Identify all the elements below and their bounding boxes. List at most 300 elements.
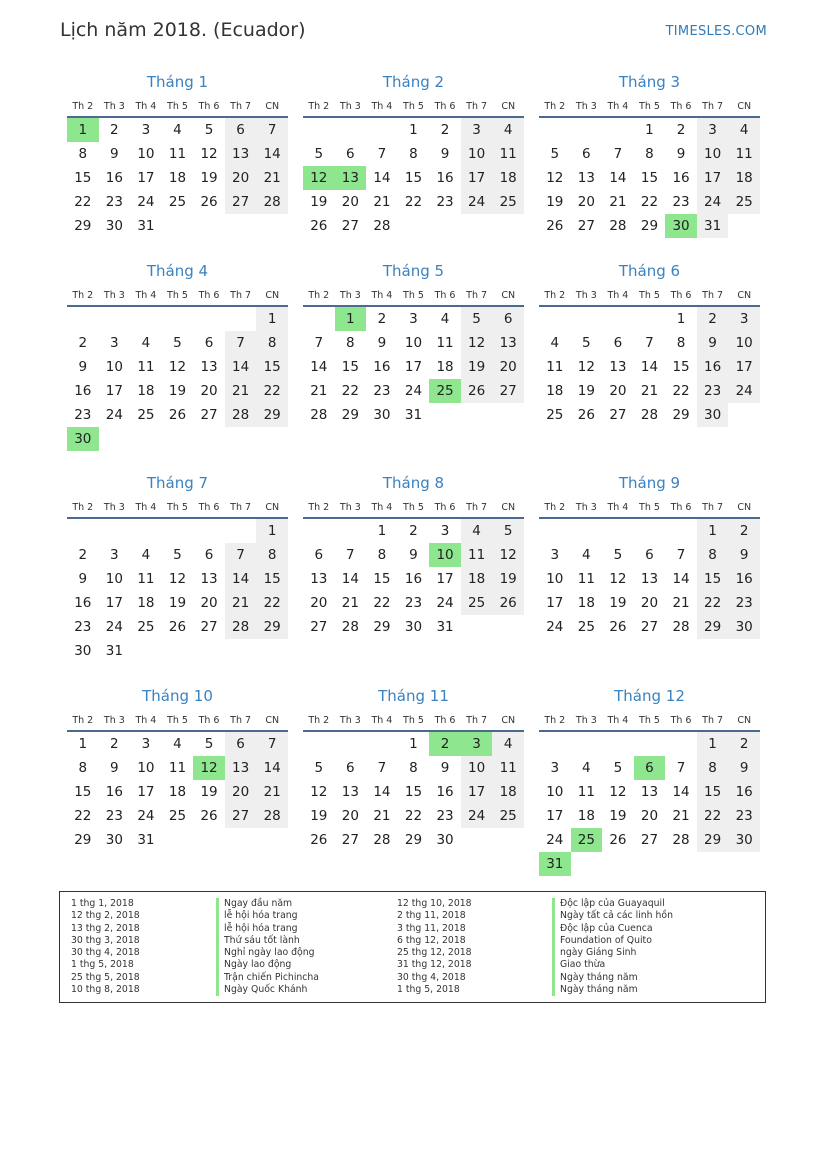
day-cell: 29 [74, 832, 92, 848]
day-cell: 22 [697, 804, 729, 828]
empty-cell [162, 306, 194, 331]
day-cell: 27 [640, 832, 659, 848]
day-cell: 23 [436, 808, 454, 824]
empty-cell [130, 427, 162, 451]
day-cell: 27 [310, 619, 328, 635]
day-cell: 30 [67, 427, 99, 451]
empty-cell [225, 828, 257, 852]
weekday-header: Th 6 [429, 497, 461, 518]
day-cell: 28 [672, 832, 690, 848]
day-cell: 30 [105, 218, 123, 234]
day-cell: 20 [577, 194, 595, 210]
day-cell: 22 [74, 808, 92, 824]
day-cell: 21 [373, 194, 391, 210]
day-cell: 4 [141, 335, 151, 351]
day-cell: 4 [141, 547, 151, 563]
day-cell: 9 [728, 543, 760, 567]
day-cell: 17 [697, 166, 729, 190]
holiday-date: 1 thg 5, 2018 [71, 959, 134, 971]
empty-cell [665, 852, 697, 876]
day-cell: 6 [346, 760, 355, 776]
day-cell: 26 [609, 832, 627, 848]
day-cell: 16 [74, 595, 92, 611]
holiday-name: Thứ sáu tốt lành [216, 935, 319, 947]
day-cell: 13 [225, 756, 257, 780]
page-title: Lịch năm 2018. (Ecuador) [60, 19, 306, 41]
day-cell: 20 [200, 383, 218, 399]
day-cell: 8 [409, 760, 418, 776]
day-cell: 24 [105, 619, 123, 635]
day-cell: 13 [200, 571, 218, 587]
empty-cell [697, 852, 729, 876]
empty-cell [162, 214, 194, 238]
weekday-header: Th 3 [335, 497, 367, 518]
day-cell: 19 [609, 595, 627, 611]
empty-cell [225, 214, 257, 238]
day-cell: 9 [377, 335, 387, 351]
weekday-header: Th 4 [602, 497, 634, 518]
weekday-header: Th 2 [539, 710, 571, 731]
day-cell: 19 [577, 383, 595, 399]
holiday-date: 3 thg 11, 2018 [397, 922, 466, 934]
day-cell: 9 [110, 760, 119, 776]
empty-cell [539, 117, 571, 142]
weekday-header: Th 4 [602, 285, 634, 306]
day-cell: 15 [404, 170, 423, 186]
day-cell: 17 [404, 359, 423, 375]
day-cell: 26 [577, 407, 595, 423]
day-cell: 25 [168, 194, 187, 210]
day-cell: 6 [346, 146, 355, 162]
day-cell: 5 [314, 146, 324, 162]
empty-cell [571, 852, 603, 876]
weekday-header: Th 5 [162, 285, 194, 306]
day-cell: 7 [676, 760, 686, 776]
day-cell: 30 [373, 407, 391, 423]
holiday-dates-column [71, 898, 140, 996]
day-cell: 8 [78, 146, 88, 162]
day-cell: 14 [672, 784, 690, 800]
day-cell: 15 [697, 567, 729, 591]
day-cell: 12 [168, 571, 187, 587]
empty-cell [193, 828, 225, 852]
day-cell: 18 [546, 383, 564, 399]
day-cell: 9 [110, 146, 119, 162]
weekday-header: Th 4 [602, 710, 634, 731]
weekday-header: Th 6 [429, 96, 461, 117]
month-table [303, 96, 524, 238]
day-cell: 8 [409, 146, 418, 162]
day-cell: 8 [78, 760, 88, 776]
day-cell: 10 [137, 760, 155, 776]
month-block [303, 473, 524, 639]
day-cell: 29 [640, 218, 659, 234]
weekday-header: CN [256, 710, 288, 731]
day-cell: 30 [404, 619, 423, 635]
empty-cell [303, 731, 335, 756]
day-cell: 5 [173, 547, 182, 563]
day-cell: 2 [676, 122, 686, 138]
empty-cell [539, 518, 571, 543]
day-cell: 19 [461, 355, 493, 379]
day-cell: 22 [256, 591, 288, 615]
day-cell: 4 [492, 117, 524, 142]
day-cell: 28 [256, 804, 288, 828]
day-cell: 30 [697, 403, 729, 427]
empty-cell [99, 427, 131, 451]
day-cell: 7 [613, 146, 623, 162]
day-cell: 16 [672, 170, 690, 186]
day-cell: 1 [377, 523, 387, 539]
day-cell: 4 [492, 731, 524, 756]
day-cell: 2 [110, 736, 119, 752]
empty-cell [461, 214, 493, 238]
weekday-header: Th 7 [225, 285, 257, 306]
day-cell: 16 [105, 170, 123, 186]
day-cell: 4 [461, 518, 493, 543]
day-cell: 15 [74, 170, 92, 186]
weekday-header: Th 2 [67, 285, 99, 306]
month-block [539, 473, 760, 639]
weekday-header: Th 7 [461, 285, 493, 306]
day-cell: 12 [546, 170, 564, 186]
holiday-name: Ngày tất cả các linh hồn [552, 910, 673, 922]
day-cell: 29 [404, 832, 423, 848]
day-cell: 25 [728, 190, 760, 214]
day-cell: 22 [404, 808, 423, 824]
weekday-header: Th 3 [99, 285, 131, 306]
empty-cell [571, 117, 603, 142]
day-cell: 25 [137, 407, 155, 423]
day-cell: 26 [609, 619, 627, 635]
day-cell: 2 [728, 518, 760, 543]
day-cell: 28 [640, 407, 659, 423]
empty-cell [256, 639, 288, 663]
empty-cell [539, 731, 571, 756]
empty-cell [366, 117, 398, 142]
day-cell: 9 [409, 547, 418, 563]
day-cell: 4 [440, 311, 450, 327]
day-cell: 15 [373, 571, 391, 587]
day-cell: 16 [436, 170, 454, 186]
empty-cell [130, 518, 162, 543]
day-cell: 21 [640, 383, 659, 399]
empty-cell [539, 306, 571, 331]
day-cell: 15 [74, 784, 92, 800]
holiday-date: 12 thg 2, 2018 [71, 910, 140, 922]
day-cell: 5 [613, 760, 623, 776]
day-cell: 5 [204, 736, 214, 752]
weekday-header: Th 5 [162, 497, 194, 518]
day-cell: 13 [609, 359, 627, 375]
month-block [539, 72, 760, 238]
empty-cell [492, 214, 524, 238]
empty-cell [429, 214, 461, 238]
day-cell: 19 [200, 784, 218, 800]
empty-cell [225, 427, 257, 451]
weekday-header: Th 4 [602, 96, 634, 117]
day-cell: 3 [461, 731, 493, 756]
day-cell: 25 [461, 591, 493, 615]
weekday-header: Th 6 [429, 285, 461, 306]
day-cell: 20 [640, 808, 659, 824]
day-cell: 16 [728, 567, 760, 591]
day-cell: 23 [404, 595, 423, 611]
day-cell: 26 [310, 218, 328, 234]
day-cell: 9 [728, 756, 760, 780]
weekday-header: CN [492, 710, 524, 731]
day-cell: 21 [256, 166, 288, 190]
day-cell: 27 [200, 407, 218, 423]
day-cell: 22 [256, 379, 288, 403]
holiday-date: 1 thg 1, 2018 [71, 898, 134, 909]
holiday-date: 31 thg 12, 2018 [397, 959, 472, 971]
month-table [539, 96, 760, 238]
holiday-date: 30 thg 4, 2018 [397, 971, 466, 983]
day-cell: 6 [582, 146, 591, 162]
day-cell: 23 [105, 194, 123, 210]
month-block [67, 473, 288, 663]
day-cell: 21 [341, 595, 359, 611]
day-cell: 28 [225, 615, 257, 639]
day-cell: 4 [550, 335, 560, 351]
empty-cell [602, 306, 634, 331]
day-cell: 23 [728, 804, 760, 828]
weekday-header: Th 2 [303, 96, 335, 117]
empty-cell [571, 306, 603, 331]
month-table [67, 96, 288, 238]
day-cell: 25 [137, 619, 155, 635]
weekday-header: CN [728, 497, 760, 518]
day-cell: 19 [546, 194, 564, 210]
day-cell: 12 [168, 359, 187, 375]
day-cell: 21 [256, 780, 288, 804]
day-cell: 12 [609, 784, 627, 800]
month-table [303, 710, 524, 852]
day-cell: 22 [640, 194, 659, 210]
day-cell: 22 [341, 383, 359, 399]
weekday-header: Th 7 [225, 710, 257, 731]
holiday-name: Foundation of Quito [552, 935, 673, 947]
day-cell: 29 [672, 407, 690, 423]
day-cell: 3 [409, 311, 418, 327]
empty-cell [602, 731, 634, 756]
weekday-header: Th 7 [697, 710, 729, 731]
weekday-header: Th 3 [335, 96, 367, 117]
day-cell: 26 [461, 379, 493, 403]
weekday-header: Th 7 [461, 96, 493, 117]
day-cell: 3 [550, 760, 560, 776]
empty-cell [193, 518, 225, 543]
day-cell: 11 [137, 571, 155, 587]
empty-cell [303, 117, 335, 142]
day-cell: 28 [373, 832, 391, 848]
day-cell: 27 [492, 379, 524, 403]
day-cell: 11 [728, 142, 760, 166]
holiday-name: Trận chiến Pichincha [216, 972, 319, 984]
day-cell: 24 [461, 804, 493, 828]
day-cell: 4 [728, 117, 760, 142]
day-cell: 6 [634, 756, 666, 780]
day-cell: 8 [697, 756, 729, 780]
empty-cell [571, 518, 603, 543]
empty-cell [602, 117, 634, 142]
month-title: Tháng 3 [618, 73, 681, 91]
day-cell: 28 [310, 407, 328, 423]
day-cell: 6 [204, 335, 214, 351]
site-link[interactable]: TIMESLES.COM [665, 24, 767, 39]
day-cell: 13 [492, 331, 524, 355]
weekday-header: Th 2 [303, 497, 335, 518]
empty-cell [634, 731, 666, 756]
day-cell: 24 [137, 194, 155, 210]
weekday-header: Th 5 [162, 710, 194, 731]
empty-cell [162, 427, 194, 451]
day-cell: 3 [550, 547, 560, 563]
weekday-header: Th 5 [398, 710, 430, 731]
empty-cell [67, 306, 99, 331]
weekday-header: CN [492, 497, 524, 518]
day-cell: 10 [105, 359, 123, 375]
month-title: Tháng 1 [146, 73, 209, 91]
day-cell: 28 [672, 619, 690, 635]
day-cell: 3 [110, 335, 119, 351]
weekday-header: Th 7 [697, 96, 729, 117]
day-cell: 24 [546, 619, 564, 635]
day-cell: 24 [404, 383, 423, 399]
month-title: Tháng 5 [382, 262, 445, 280]
day-cell: 23 [373, 383, 391, 399]
holiday-name: lễ hội hóa trang [216, 923, 319, 935]
holiday-names-column [552, 898, 673, 996]
day-cell: 16 [105, 784, 123, 800]
empty-cell [99, 518, 131, 543]
weekday-header: Th 2 [539, 285, 571, 306]
holiday-date: 13 thg 2, 2018 [71, 922, 140, 934]
day-cell: 12 [461, 331, 493, 355]
day-cell: 30 [665, 214, 697, 238]
day-cell: 21 [225, 591, 257, 615]
day-cell: 6 [492, 306, 524, 331]
day-cell: 30 [105, 832, 123, 848]
holiday-date: 30 thg 3, 2018 [71, 934, 140, 946]
weekday-header: Th 5 [634, 710, 666, 731]
empty-cell [728, 852, 760, 876]
empty-cell [256, 427, 288, 451]
empty-cell [429, 403, 461, 427]
day-cell: 1 [78, 736, 88, 752]
day-cell: 1 [697, 518, 729, 543]
day-cell: 13 [225, 142, 257, 166]
day-cell: 3 [728, 306, 760, 331]
day-cell: 31 [539, 852, 571, 876]
day-cell: 12 [609, 571, 627, 587]
day-cell: 22 [697, 591, 729, 615]
empty-cell [571, 731, 603, 756]
day-cell: 29 [697, 615, 729, 639]
empty-cell [256, 828, 288, 852]
weekday-header: Th 7 [225, 497, 257, 518]
day-cell: 17 [105, 595, 123, 611]
day-cell: 13 [310, 571, 328, 587]
day-cell: 24 [697, 190, 729, 214]
weekday-header: Th 5 [634, 96, 666, 117]
day-cell: 7 [314, 335, 324, 351]
day-cell: 24 [546, 832, 564, 848]
empty-cell [256, 214, 288, 238]
weekday-header: Th 6 [193, 96, 225, 117]
weekday-header: Th 6 [193, 497, 225, 518]
day-cell: 15 [404, 784, 423, 800]
day-cell: 13 [640, 571, 659, 587]
day-cell: 11 [577, 784, 595, 800]
holiday-date: 10 thg 8, 2018 [71, 984, 140, 996]
day-cell: 11 [168, 146, 187, 162]
day-cell: 22 [672, 383, 690, 399]
empty-cell [492, 615, 524, 639]
day-cell: 15 [697, 780, 729, 804]
month-block [67, 72, 288, 238]
day-cell: 3 [461, 117, 493, 142]
day-cell: 2 [110, 122, 119, 138]
day-cell: 1 [409, 736, 418, 752]
weekday-header: Th 5 [398, 96, 430, 117]
day-cell: 21 [310, 383, 328, 399]
day-cell: 19 [310, 194, 328, 210]
day-cell: 3 [141, 122, 151, 138]
holiday-name: Độc lập của Guayaquil [552, 898, 673, 910]
weekday-header: Th 5 [398, 285, 430, 306]
day-cell: 17 [546, 595, 564, 611]
holiday-date: 25 thg 5, 2018 [71, 971, 140, 983]
empty-cell [99, 306, 131, 331]
weekday-header: Th 6 [665, 285, 697, 306]
day-cell: 29 [74, 218, 92, 234]
day-cell: 14 [225, 567, 257, 591]
day-cell: 22 [74, 194, 92, 210]
holiday-date: 25 thg 12, 2018 [397, 947, 472, 959]
day-cell: 10 [697, 142, 729, 166]
day-cell: 8 [256, 543, 288, 567]
weekday-header: CN [256, 285, 288, 306]
weekday-header: Th 4 [366, 710, 398, 731]
day-cell: 8 [645, 146, 654, 162]
weekday-header: Th 7 [461, 710, 493, 731]
day-cell: 26 [546, 218, 564, 234]
empty-cell [225, 306, 257, 331]
day-cell: 30 [436, 832, 454, 848]
day-cell: 3 [697, 117, 729, 142]
day-cell: 4 [582, 760, 591, 776]
day-cell: 27 [225, 804, 257, 828]
day-cell: 1 [256, 518, 288, 543]
day-cell: 5 [204, 122, 214, 138]
day-cell: 14 [256, 756, 288, 780]
day-cell: 27 [640, 619, 659, 635]
day-cell: 18 [461, 567, 493, 591]
day-cell: 13 [640, 784, 659, 800]
day-cell: 5 [550, 146, 560, 162]
day-cell: 20 [225, 166, 257, 190]
day-cell: 1 [409, 122, 418, 138]
weekday-header: CN [256, 96, 288, 117]
weekday-header: Th 5 [634, 497, 666, 518]
day-cell: 29 [341, 407, 359, 423]
day-cell: 6 [225, 117, 257, 142]
day-cell: 14 [225, 355, 257, 379]
day-cell: 25 [492, 804, 524, 828]
day-cell: 18 [492, 780, 524, 804]
